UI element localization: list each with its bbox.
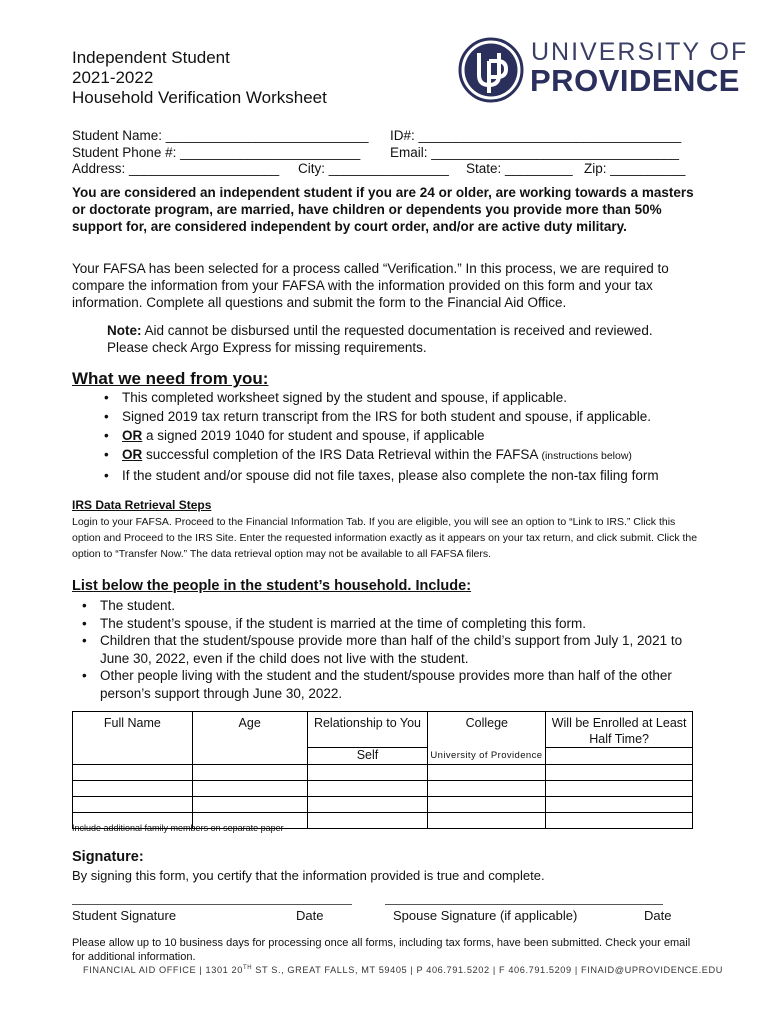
list-item <box>100 466 700 485</box>
self-enrolled-cell[interactable] <box>546 748 693 765</box>
table-cell[interactable] <box>546 813 693 829</box>
need-item-1: This completed worksheet signed by the student and spouse, if applicable. <box>122 390 568 405</box>
table-cell[interactable] <box>192 765 307 781</box>
irs-heading: IRS Data Retrieval Steps <box>72 498 212 512</box>
list-item <box>100 388 700 407</box>
table-cell[interactable] <box>73 781 193 797</box>
student-info-fields <box>72 128 698 178</box>
table-cell[interactable] <box>546 797 693 813</box>
list-item <box>78 597 698 615</box>
up-monogram-icon <box>458 37 524 103</box>
need-heading <box>72 369 268 389</box>
table-cell[interactable] <box>428 765 546 781</box>
document-title <box>72 48 327 108</box>
verification-intro: Your FAFSA has been selected for a process called “Verification.” In this process, we are required to compare the information from your FAFSA with the information provided on this form and your tax information. Complete all questions and submit the form to the Financial Aid Office. <box>72 261 669 310</box>
table-cell[interactable] <box>73 797 193 813</box>
footer-contact <box>83 965 723 975</box>
state-field[interactable]: State: _________ <box>466 161 573 176</box>
list-item <box>100 445 700 466</box>
university-logo <box>458 36 749 106</box>
student-date-label: Date <box>296 908 324 923</box>
table-cell[interactable] <box>428 813 546 829</box>
self-relationship-cell[interactable]: Self <box>307 748 428 765</box>
list-item <box>78 615 698 633</box>
need-item-5: If the student and/or spouse did not file taxes, please also complete the non-tax filing form <box>122 468 659 483</box>
signature-certify-text: By signing this form, you certify that the information provided is true and complete. <box>72 868 545 883</box>
title-line-3: Household Verification Worksheet <box>72 88 327 107</box>
household-heading: List below the people in the student’s household. Include: <box>72 578 472 594</box>
table-cell[interactable] <box>546 781 693 797</box>
list-item <box>100 407 700 426</box>
footer-part-1: FINANCIAL AID OFFICE | 1301 20 <box>83 965 243 976</box>
list-item <box>78 632 698 667</box>
col-enrolled: Will be Enrolled at Least Half Time? <box>546 712 693 748</box>
household-table <box>72 711 693 829</box>
col-college-header <box>428 712 546 765</box>
table-row <box>73 797 693 813</box>
logo-university-text: UNIVERSITY OF <box>531 38 749 66</box>
table-cell[interactable] <box>428 781 546 797</box>
address-field[interactable]: Address: ____________________ <box>72 161 280 176</box>
student-phone-field[interactable]: Student Phone #: ________________________ <box>72 144 361 160</box>
email-field[interactable]: Email: _________________________________ <box>390 144 680 160</box>
note-block <box>107 322 697 356</box>
col-full-name: Full Name <box>73 712 193 765</box>
note-text: Aid cannot be disbursed until the requested documentation is received and reviewed. Please check Argo Express for missing requirements. <box>107 323 653 355</box>
or-label: OR <box>122 428 143 443</box>
table-cell[interactable] <box>73 765 193 781</box>
include-item-4: Other people living with the student and the student/spouse provides more than half of the other person’s support through June 30, 2022. <box>100 668 672 701</box>
table-cell[interactable] <box>546 765 693 781</box>
table-cell[interactable] <box>192 781 307 797</box>
title-line-2: 2021-2022 <box>72 68 154 87</box>
need-item-3: a signed 2019 1040 for student and spouse, if applicable <box>146 428 485 443</box>
footer-sup: TH <box>242 965 253 971</box>
logo-providence-text: PROVIDENCE <box>530 63 740 98</box>
title-line-1: Independent Student <box>72 48 230 67</box>
need-item-2: Signed 2019 tax return transcript from the IRS for both student and spouse, if applicable. <box>122 409 652 424</box>
list-item <box>78 667 698 702</box>
table-cell[interactable] <box>428 797 546 813</box>
irs-steps-text: Login to your FAFSA. Proceed to the Financial Information Tab. If you are eligible, you will see an option to “Link to IRS.” Click this option and Proceed to the IRS Site. Enter the requested information exactly as it appears on your tax return, and click submit. Click the option to “Transfer Now.” The data retrieval option may not be available to all FAFSA filers. <box>72 516 698 560</box>
col-age: Age <box>192 712 307 765</box>
col-college: College <box>465 716 509 730</box>
spouse-signature-label: Spouse Signature (if applicable) <box>393 908 578 923</box>
list-item <box>100 426 700 445</box>
need-heading-text: What we need from you <box>72 369 263 388</box>
processing-note: Please allow up to 10 business days for processing once all forms, including tax forms, have been submitted. Check your email for additional information. <box>72 937 691 963</box>
spouse-date-label: Date <box>644 908 672 923</box>
signature-heading: Signature: <box>72 849 144 865</box>
table-cell[interactable] <box>307 781 428 797</box>
need-heading-colon: : <box>262 369 269 388</box>
col-relationship: Relationship to You <box>307 712 428 748</box>
need-list <box>100 388 700 485</box>
student-signature-label: Student Signature <box>72 908 177 923</box>
table-cell[interactable] <box>307 797 428 813</box>
table-cell[interactable] <box>307 765 428 781</box>
city-field[interactable]: City: ________________ <box>298 161 449 176</box>
monogram-text: UP <box>491 99 493 100</box>
table-cell[interactable] <box>307 813 428 829</box>
independent-definition: You are considered an independent student if you are 24 or older, are working towards a masters or doctorate program, are married, have children or dependents you provide more than 50% support for, are considered independent by court order, and/or are active duty military. <box>72 185 694 234</box>
self-college-cell[interactable]: University of Providence <box>430 750 543 761</box>
note-label: Note: <box>107 323 142 338</box>
footer-part-2: ST S., GREAT FALLS, MT 59405 | P 406.791.5202 | F 406.791.5209 | FINAID@UPROVIDENCE.EDU <box>252 965 723 976</box>
household-include-list <box>78 597 698 702</box>
table-row <box>73 765 693 781</box>
additional-members-note: Include additional family members on separate paper <box>72 823 284 833</box>
student-name-field[interactable]: Student Name: ___________________________ <box>72 128 369 143</box>
id-field[interactable]: ID#: ___________________________________ <box>390 128 682 143</box>
or-label: OR <box>122 447 143 462</box>
include-item-1: The student. <box>100 598 176 613</box>
need-item-4: successful completion of the IRS Data Retrieval within the FAFSA <box>146 447 538 462</box>
table-row <box>73 781 693 797</box>
zip-field[interactable]: Zip: __________ <box>584 161 686 176</box>
instructions-note: (instructions below) <box>541 450 632 462</box>
table-cell[interactable] <box>192 797 307 813</box>
table-header-row <box>73 712 693 748</box>
include-item-3: Children that the student/spouse provide more than half of the child’s support from July 1, 2021 to June 30, 2022, even if the child does not live with the student. <box>100 633 683 666</box>
spouse-signature-line[interactable] <box>385 904 663 905</box>
student-signature-line[interactable] <box>72 904 352 905</box>
include-item-2: The student’s spouse, if the student is married at the time of completing this form. <box>100 615 586 631</box>
